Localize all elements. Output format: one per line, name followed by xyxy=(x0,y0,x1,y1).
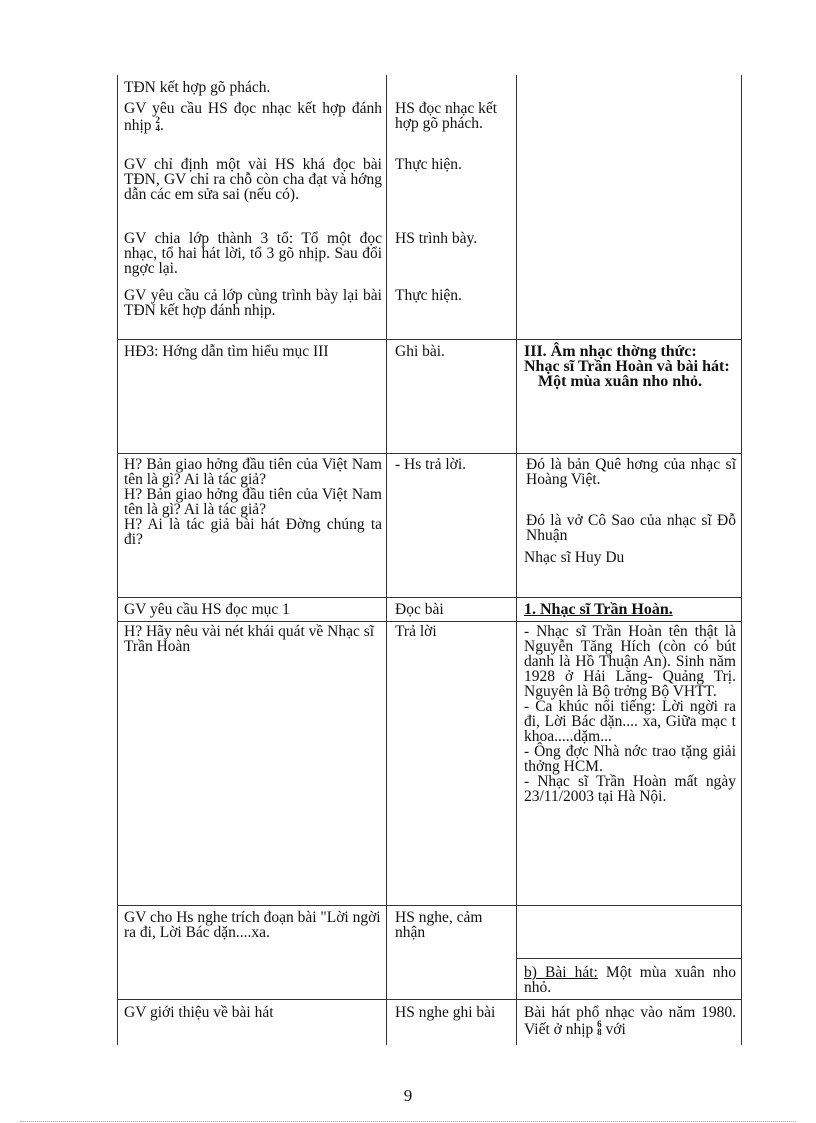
song-info: b) Bài hát: Một mùa xuân nho nhỏ. xyxy=(524,964,737,996)
teacher-cell: H? Hãy nêu vài nét khái quát về Nhạc sĩ Trần Hoàn xyxy=(124,623,375,655)
student-cell: Trả lời xyxy=(395,623,437,640)
student-cell: HS đọc nhạc kết hợp gõ phách. xyxy=(395,100,498,132)
section-title: III. Âm nhạc thờng thức: xyxy=(524,343,697,360)
answer: Đó là bản Quê hơng của nhạc sĩ Hoàng Việt. xyxy=(526,456,736,488)
student-cell: Ghi bài. xyxy=(395,343,445,360)
row-divider xyxy=(117,597,741,598)
song-title: Một mùa xuân nho nhỏ. xyxy=(538,373,703,390)
bio-item: - Ca khúc nổi tiếng: Lời ngời ra đi, Lời Bác dặn.... xa, Giữa mạc t khoa.....dặm... xyxy=(524,698,736,745)
section-heading xyxy=(524,344,736,389)
table-divider-1 xyxy=(386,75,387,1045)
bio-item: - Nhạc sĩ Trần Hoàn tên thật là Nguyễn Tăng Hích (còn có bút danh là Hồ Thuận An). Sinh năm 1928 ở Hải Lăng- Quảng Trị. Nguyên là Bộ trởng Bộ VHTT. xyxy=(524,623,736,700)
section-subtitle: Nhạc sĩ Trần Hoàn và bài hát: xyxy=(524,358,730,375)
teacher-cell: GV cho Hs nghe trích đoạn bài "Lời ngời ra đi, Lời Bác dặn....xa. xyxy=(124,909,381,941)
teacher-cell: GV yêu cầu HS đọc nhạc kết hợp đánh nhịp 2 4. xyxy=(124,100,382,134)
answer: Nhạc sĩ Huy Du xyxy=(524,549,625,566)
teacher-cell: GV giới thiệu về bài hát xyxy=(124,1004,274,1021)
table-border-right xyxy=(741,75,742,1045)
time-signature: 2 4 xyxy=(155,115,160,133)
teacher-cell: GV chỉ định một vài HS khá đọc bài TĐN, GV chỉ ra chỗ còn cha đạt và hớng dẫn các em sửa sai (nếu có). xyxy=(124,156,382,203)
student-cell: HS nghe ghi bài xyxy=(395,1004,496,1021)
row-divider xyxy=(117,339,741,340)
table-divider-2 xyxy=(516,75,517,1045)
student-cell: Thực hiện. xyxy=(395,287,462,304)
answer: Đó là vở Cô Sao của nhạc sĩ Đỗ Nhuận xyxy=(526,512,736,544)
student-cell: HS trình bày. xyxy=(395,230,478,247)
row-divider xyxy=(117,999,741,1000)
row-divider xyxy=(117,905,741,906)
lesson-table xyxy=(117,75,742,1045)
question: H? Ai là tác giả bài hát Đờng chúng ta đi? xyxy=(124,516,382,548)
teacher-cell: GV yêu cầu HS đọc mục 1 xyxy=(124,601,290,618)
row-divider xyxy=(517,958,741,959)
bio-item: - Nhạc sĩ Trần Hoàn mất ngày 23/11/2003 tại Hà Nội. xyxy=(524,773,736,805)
student-cell: - Hs trả lời. xyxy=(395,456,467,473)
teacher-cell: HĐ3: Hớng dẫn tìm hiểu mục III xyxy=(124,343,329,360)
row-divider xyxy=(117,453,741,454)
footer-dotted-line xyxy=(20,1121,796,1122)
bio-item: - Ông đợc Nhà nớc trao tặng giải thởng HCM. xyxy=(524,743,736,775)
teacher-cell xyxy=(124,457,382,547)
song-info: Bài hát phổ nhạc vào năm 1980. Viết ở nhịp 6 8 với xyxy=(524,1004,736,1038)
time-signature: 6 8 xyxy=(597,1019,602,1037)
biography xyxy=(524,624,736,804)
student-cell: HS nghe, cảm nhận xyxy=(395,909,483,941)
question: H? Bản giao hởng đầu tiên của Việt Nam tên là gì? Ai là tác giả? xyxy=(124,456,382,488)
teacher-cell: GV yêu cầu cả lớp cùng trình bày lại bài TĐN kết hợp đánh nhịp. xyxy=(124,287,382,319)
subsection-title: 1. Nhạc sĩ Trần Hoàn. xyxy=(524,601,673,618)
row-divider xyxy=(117,621,741,622)
teacher-cell: TĐN kết hợp gõ phách. xyxy=(124,79,271,96)
student-cell: Thực hiện. xyxy=(395,156,462,173)
question: H? Bản giao hởng đầu tiên của Việt Nam tên là gì? Ai là tác giả? xyxy=(124,486,382,518)
table-border-left xyxy=(117,75,118,1045)
teacher-cell: GV chia lớp thành 3 tổ: Tổ một đọc nhạc, tổ hai hát lời, tổ 3 gõ nhịp. Sau đổi ngợc lại. xyxy=(124,230,382,277)
student-cell: Đọc bài xyxy=(395,601,444,618)
page-number: 9 xyxy=(403,1086,413,1105)
